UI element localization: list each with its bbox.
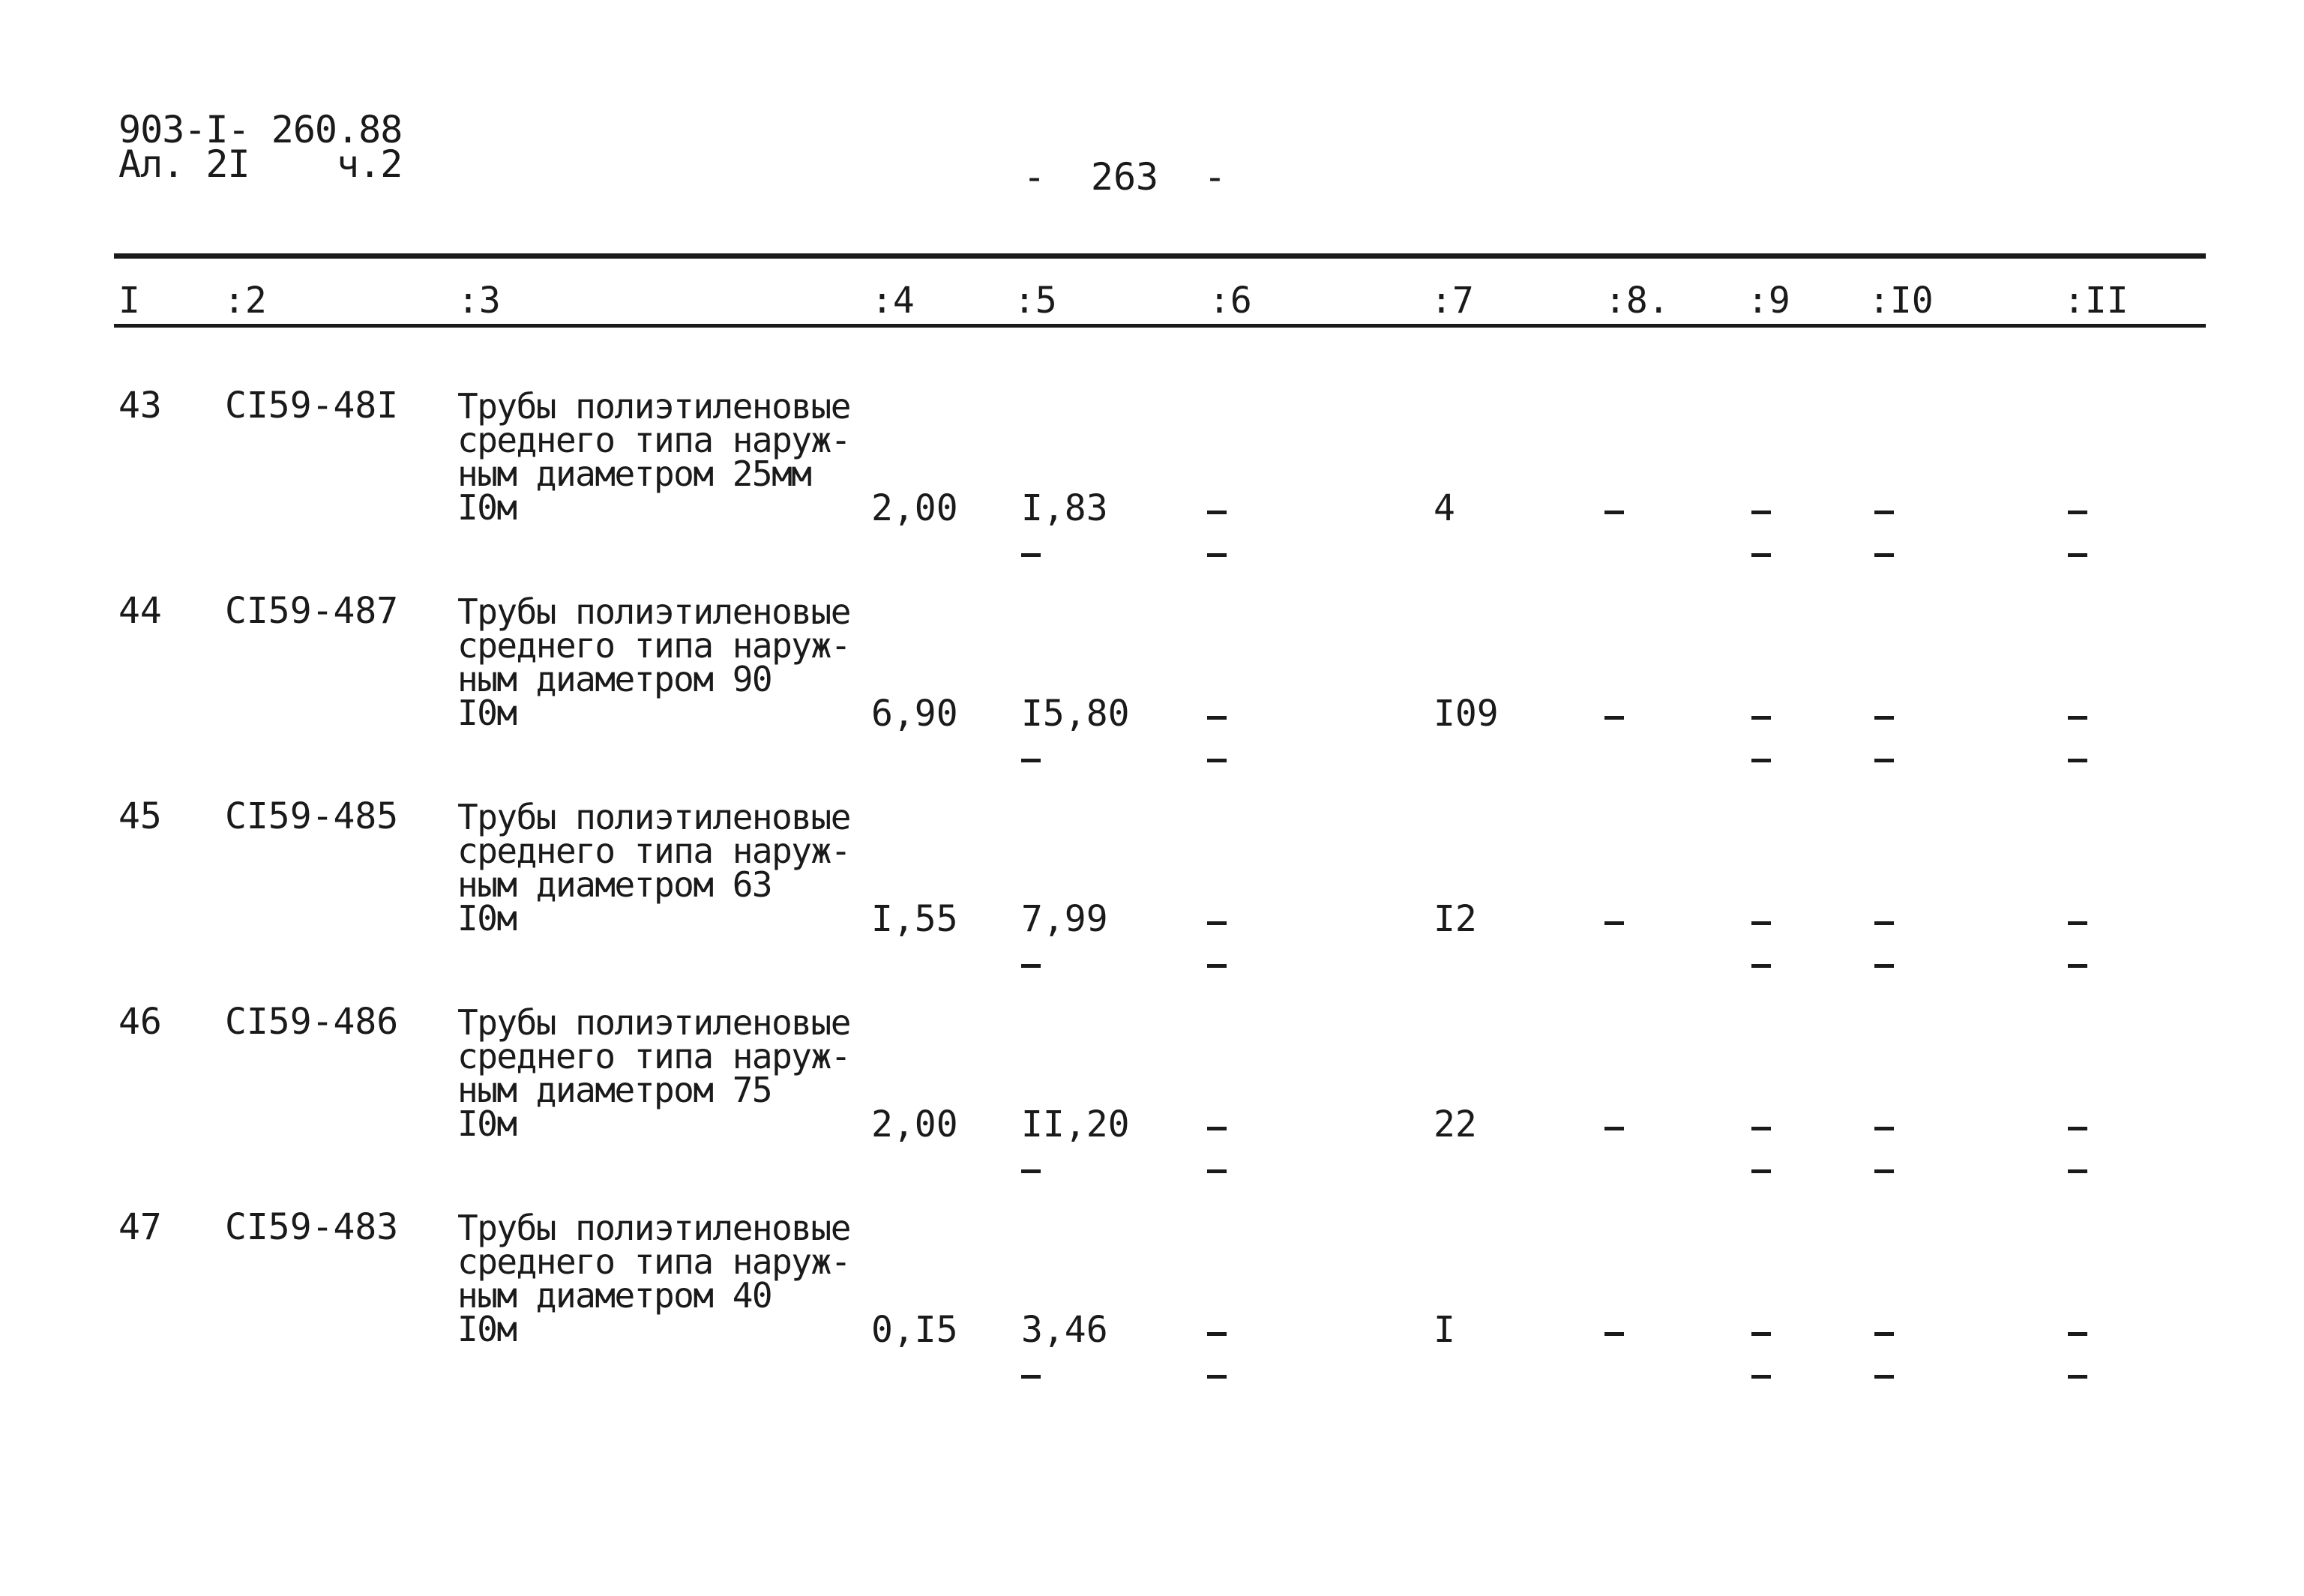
row-value-col5: 7,99: [1021, 898, 1108, 940]
table-top-rule: [114, 253, 2206, 259]
dash-mark: [1874, 511, 1894, 514]
row-description-line: Трубы полиэтиленовые: [457, 1208, 850, 1248]
row-number: 43: [118, 385, 162, 427]
dash-mark: [1751, 716, 1771, 720]
dash-mark: [1207, 1375, 1227, 1379]
dash-mark: [1751, 553, 1771, 557]
row-description-line: ным диаметром 25мм: [457, 454, 811, 494]
dash-mark: [1021, 759, 1041, 762]
dash-mark: [1021, 1169, 1041, 1173]
row-value-col5: I,83: [1021, 487, 1108, 529]
column-header-7: :7: [1431, 280, 1474, 322]
document-code-line2: Ал. 2I ч.2: [118, 142, 403, 186]
row-description-line: ным диаметром 63: [457, 864, 772, 905]
dash-mark: [1874, 1375, 1894, 1379]
row-code: CI59-483: [225, 1206, 399, 1248]
dash-mark: [1874, 921, 1894, 925]
row-description-line: ным диаметром 75: [457, 1070, 772, 1110]
column-header-9: :9: [1747, 280, 1790, 322]
dash-mark: [1021, 553, 1041, 557]
row-description-line: I0м: [457, 693, 517, 733]
dash-mark: [1751, 921, 1771, 925]
row-value-col7: I2: [1434, 898, 1477, 940]
dash-mark: [2068, 921, 2087, 925]
row-description-line: Трубы полиэтиленовые: [457, 797, 850, 837]
row-description-line: Трубы полиэтиленовые: [457, 591, 850, 632]
dash-mark: [1751, 964, 1771, 968]
column-header-3: :3: [457, 280, 501, 322]
row-value-col5: 3,46: [1021, 1309, 1108, 1351]
row-description-line: среднего типа наруж-: [457, 420, 850, 460]
dash-mark: [1751, 1169, 1771, 1173]
dash-mark: [2068, 1169, 2087, 1173]
dash-mark: [1874, 964, 1894, 968]
dash-mark: [2068, 511, 2087, 514]
dash-mark: [1207, 1127, 1227, 1130]
row-description-line: среднего типа наруж-: [457, 1036, 850, 1076]
dash-mark: [2068, 964, 2087, 968]
column-header-8: :8.: [1604, 280, 1670, 322]
dash-mark: [1207, 511, 1227, 514]
dash-mark: [1021, 1375, 1041, 1379]
column-header-11: :II: [2063, 280, 2129, 322]
column-header-4: :4: [871, 280, 915, 322]
row-value-col7: I09: [1434, 693, 1499, 735]
dash-mark: [2068, 1375, 2087, 1379]
dash-mark: [1604, 1127, 1624, 1130]
dash-mark: [1207, 759, 1227, 762]
dash-mark: [1751, 1127, 1771, 1130]
document-code: [118, 108, 403, 186]
row-code: CI59-485: [225, 795, 399, 837]
row-number: 44: [118, 590, 162, 632]
row-value-col5: I5,80: [1021, 693, 1130, 735]
dash-mark: [2068, 1127, 2087, 1130]
dash-mark: [2068, 1332, 2087, 1336]
dash-mark: [1604, 1332, 1624, 1336]
dash-mark: [2068, 716, 2087, 720]
row-number: 46: [118, 1001, 162, 1043]
row-number: 47: [118, 1206, 162, 1248]
dash-mark: [1207, 716, 1227, 720]
dash-mark: [1874, 1127, 1894, 1130]
dash-mark: [1874, 716, 1894, 720]
dash-mark: [2068, 759, 2087, 762]
row-value-col4: I,55: [871, 898, 958, 940]
dash-mark: [1604, 511, 1624, 514]
dash-mark: [1207, 964, 1227, 968]
row-value-col4: 0,I5: [871, 1309, 958, 1351]
column-header-5: :5: [1014, 280, 1057, 322]
row-value-col4: 2,00: [871, 487, 958, 529]
row-description-line: среднего типа наруж-: [457, 1241, 850, 1282]
dash-mark: [1021, 964, 1041, 968]
column-header-2: :2: [223, 280, 267, 322]
dash-mark: [1751, 759, 1771, 762]
dash-mark: [1604, 716, 1624, 720]
row-value-col4: 2,00: [871, 1103, 958, 1145]
row-value-col4: 6,90: [871, 693, 958, 735]
dash-mark: [1874, 1332, 1894, 1336]
dash-mark: [1207, 1332, 1227, 1336]
row-description-line: Трубы полиэтиленовые: [457, 1002, 850, 1043]
dash-mark: [1207, 1169, 1227, 1173]
row-description-line: Трубы полиэтиленовые: [457, 386, 850, 427]
dash-mark: [1751, 511, 1771, 514]
table-header-rule: [114, 324, 2206, 328]
column-header-1: I: [118, 280, 140, 322]
row-value-col7: 22: [1434, 1103, 1477, 1145]
row-number: 45: [118, 795, 162, 837]
dash-mark: [1874, 759, 1894, 762]
page-number: - 263 -: [1023, 155, 1227, 199]
dash-mark: [2068, 553, 2087, 557]
row-code: CI59-48I: [225, 385, 399, 427]
row-code: CI59-487: [225, 590, 399, 632]
dash-mark: [1207, 921, 1227, 925]
row-value-col5: II,20: [1021, 1103, 1130, 1145]
row-description-line: I0м: [457, 487, 517, 528]
dash-mark: [1207, 553, 1227, 557]
row-description-line: среднего типа наруж-: [457, 625, 850, 666]
row-code: CI59-486: [225, 1001, 399, 1043]
dash-mark: [1751, 1375, 1771, 1379]
row-value-col7: 4: [1434, 487, 1455, 529]
dash-mark: [1874, 553, 1894, 557]
column-header-10: :I0: [1868, 280, 1934, 322]
row-description-line: ным диаметром 90: [457, 659, 772, 699]
row-value-col7: I: [1434, 1309, 1455, 1351]
dash-mark: [1874, 1169, 1894, 1173]
dash-mark: [1751, 1332, 1771, 1336]
row-description-line: I0м: [457, 1103, 517, 1144]
row-description-line: I0м: [457, 1309, 517, 1349]
document-code-line1: 903-I- 260.88: [118, 108, 403, 151]
column-header-6: :6: [1209, 280, 1252, 322]
row-description-line: I0м: [457, 898, 517, 939]
dash-mark: [1604, 921, 1624, 925]
row-description-line: ным диаметром 40: [457, 1275, 772, 1316]
row-description-line: среднего типа наруж-: [457, 831, 850, 871]
